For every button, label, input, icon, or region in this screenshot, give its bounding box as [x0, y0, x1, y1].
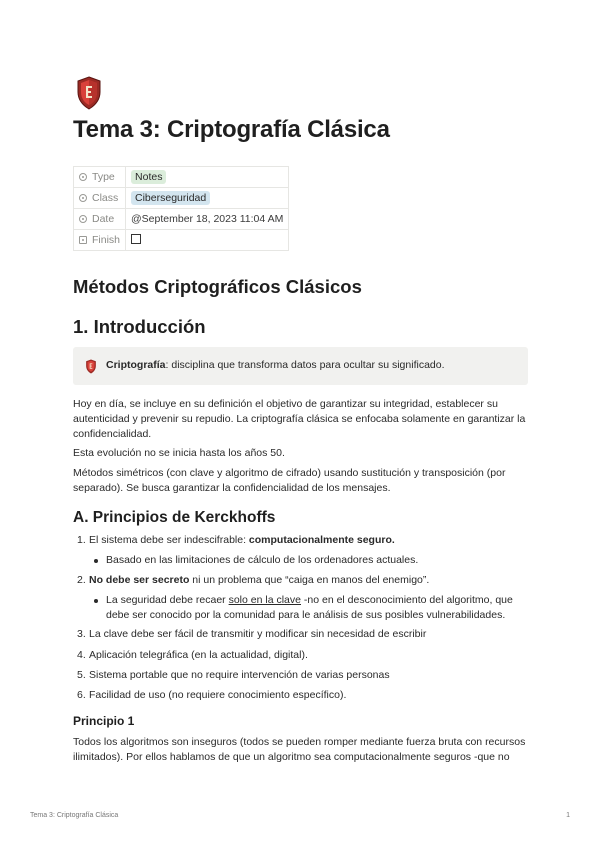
definition-callout	[73, 347, 528, 385]
property-row-type	[74, 167, 289, 188]
property-key: Class	[74, 188, 126, 209]
property-value[interactable]	[126, 188, 289, 209]
property-key: Finish	[74, 230, 126, 251]
heading-kerckhoffs: A. Principios de Kerckhoffs	[73, 509, 276, 526]
property-row-class	[74, 188, 289, 209]
clock-icon	[79, 215, 87, 223]
callout-term: Criptografía	[106, 359, 166, 371]
intro-paragraph-3: Métodos simétricos (con clave y algoritmo de cifrado) usando sustitución y transposición (por separado). Se busca garantizar la confidencialidad de los mensajes.	[73, 467, 506, 494]
intro-paragraph-1: Hoy en día, se incluye en su definición el objetivo de garantizar su integridad, establecer su autenticidad y prevenir su repudio. La criptografía clásica se enfocaba solamente en garantizar la confidencialidad.	[73, 398, 526, 440]
callout-definition: : disciplina que transforma datos para ocultar su significado.	[165, 359, 445, 371]
type-tag: Notes	[131, 170, 166, 184]
property-value[interactable]	[126, 167, 289, 188]
shield-icon	[76, 76, 102, 110]
intro-paragraph-2: Esta evolución no se inicia hasta los años 50.	[73, 447, 285, 459]
properties-table	[73, 166, 289, 251]
property-row-date	[74, 209, 289, 230]
select-icon	[79, 173, 87, 181]
property-row-finish	[74, 230, 289, 251]
heading-metodos: Métodos Criptográficos Clásicos	[73, 276, 362, 297]
select-icon	[79, 194, 87, 202]
principio-1-paragraph: Todos los algoritmos son inseguros (todos se pueden romper mediante fuerza bruta con recursos ilimitados). Por ellos hablamos de que un algoritmo sea computacionalmente seguros -que no	[73, 736, 526, 763]
heading-introduccion: 1. Introducción	[73, 316, 206, 337]
property-value[interactable]: @September 18, 2023 11:04 AM	[126, 209, 289, 230]
bullet-icon	[94, 559, 98, 563]
property-value	[126, 230, 289, 251]
callout-text	[106, 359, 445, 371]
bullet-icon	[94, 599, 98, 603]
page-title: Tema 3: Criptografía Clásica	[73, 116, 390, 143]
finish-checkbox[interactable]	[131, 234, 141, 244]
property-key: Type	[74, 167, 126, 188]
heading-principio-1: Principio 1	[73, 714, 135, 728]
checkbox-property-icon	[79, 236, 87, 244]
class-tag: Ciberseguridad	[131, 191, 210, 205]
property-key: Date	[74, 209, 126, 230]
shield-icon	[85, 359, 97, 374]
page-number: 1	[566, 812, 570, 819]
footer-title: Tema 3: Criptografía Clásica	[30, 812, 119, 819]
